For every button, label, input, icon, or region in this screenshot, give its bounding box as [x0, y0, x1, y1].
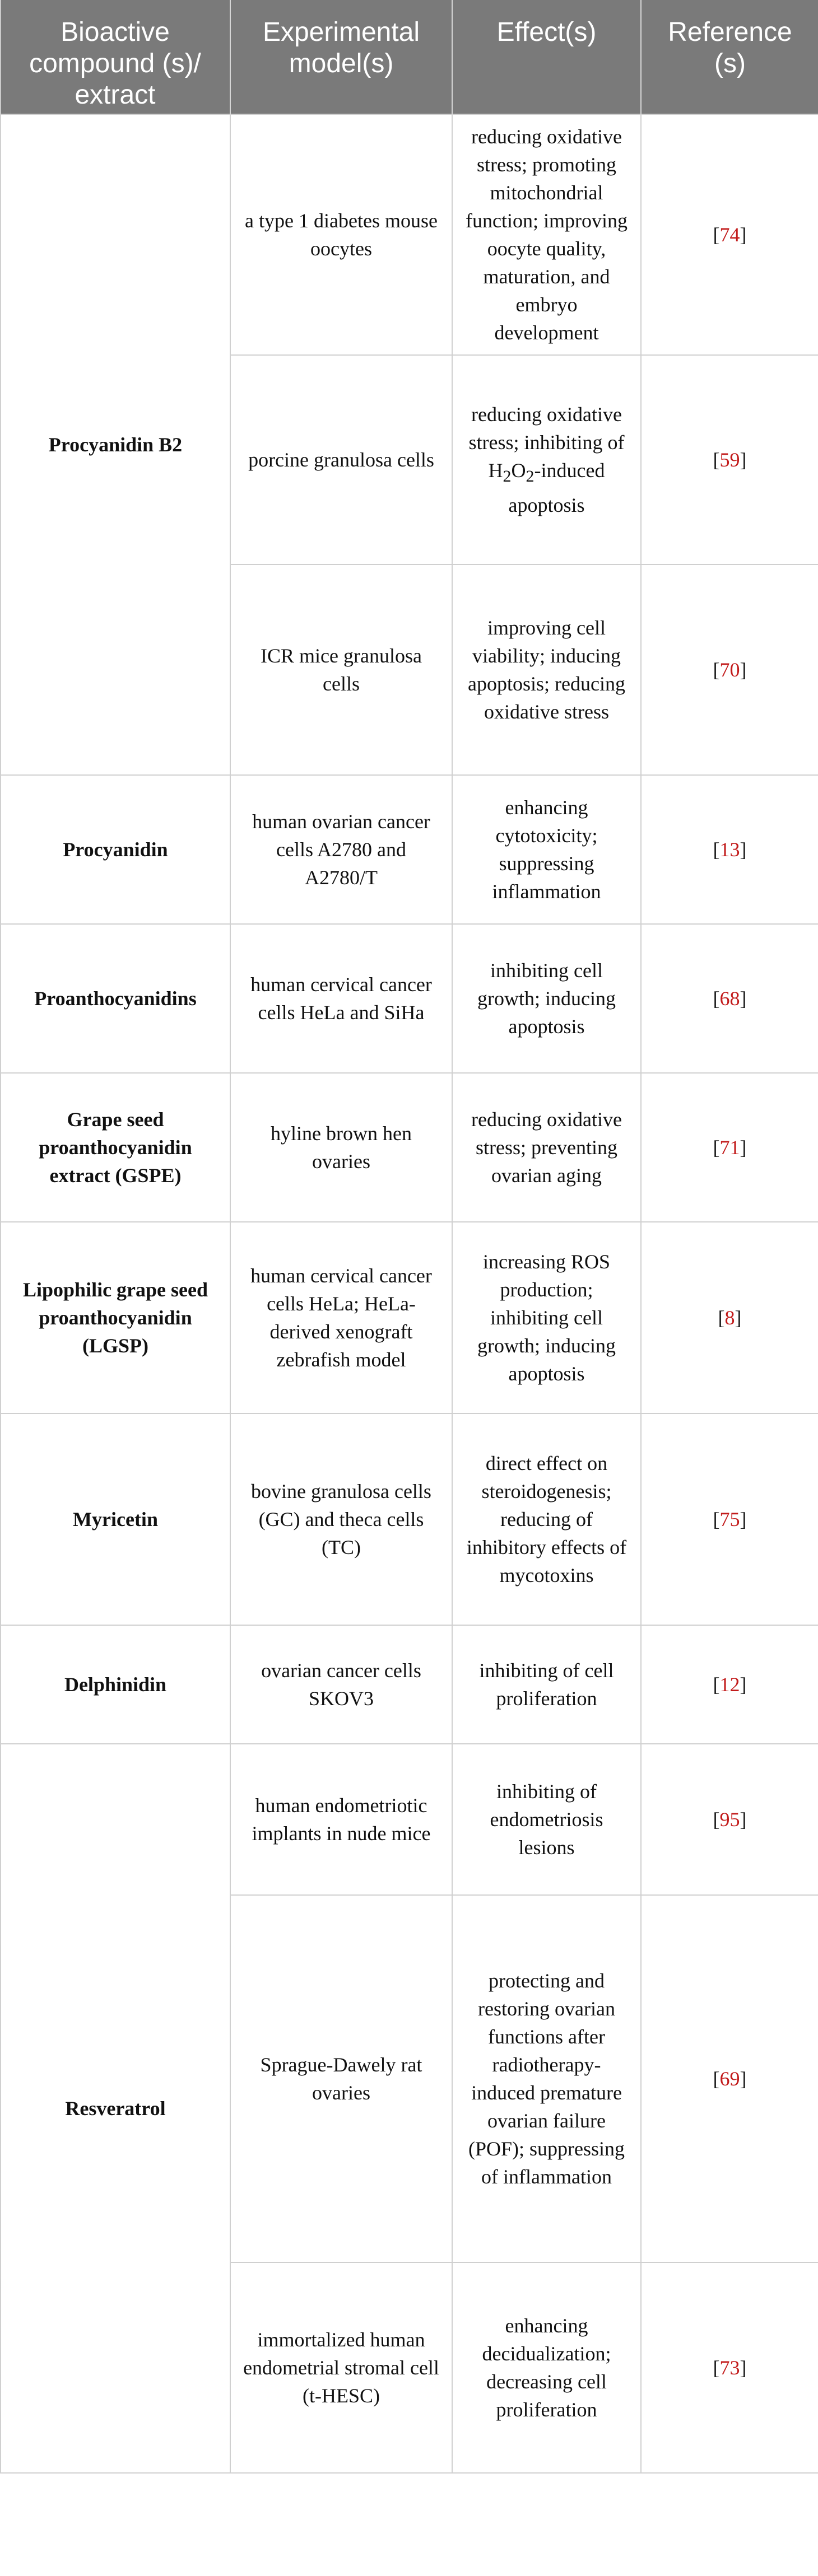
- table-row: [1, 1625, 818, 1744]
- compound-cell: Procyanidin: [1, 775, 230, 924]
- reference-cell: [12]: [641, 1625, 818, 1744]
- model-cell: Sprague-Dawely rat ovaries: [230, 1895, 452, 2262]
- reference-link[interactable]: 70: [719, 659, 740, 681]
- effect-cell: direct effect on steroidogenesis; reducing of inhibitory effects of mycotoxins: [452, 1413, 641, 1625]
- effect-cell: protecting and restoring ovarian functions after radiotherapy-induced premature ovarian failure (POF); suppressing of inflammation: [452, 1895, 641, 2262]
- table-row: [1, 1222, 818, 1413]
- effect-cell: enhancing cytotoxicity; suppressing inflammation: [452, 775, 641, 924]
- reference-cell: [68]: [641, 924, 818, 1073]
- reference-link[interactable]: 69: [719, 2068, 740, 2090]
- effect-cell: inhibiting cell growth; inducing apoptosis: [452, 924, 641, 1073]
- reference-cell: [70]: [641, 564, 818, 775]
- reference-link[interactable]: 68: [719, 987, 740, 1010]
- model-cell: human cervical cancer cells HeLa and SiHa: [230, 924, 452, 1073]
- effect-cell: reducing oxidative stress; inhibiting of $H_2O_2$-induced apoptosis: [452, 355, 641, 564]
- reference-link[interactable]: 59: [719, 449, 740, 471]
- table-row: [1, 1073, 818, 1222]
- table-row: [1, 924, 818, 1073]
- table-row: [1, 775, 818, 924]
- table-row: [1, 1413, 818, 1625]
- reference-cell: [13]: [641, 775, 818, 924]
- reference-cell: [74]: [641, 114, 818, 355]
- reference-link[interactable]: 13: [719, 838, 740, 861]
- reference-link[interactable]: 8: [724, 1306, 735, 1329]
- reference-link[interactable]: 74: [719, 223, 740, 246]
- model-cell: hyline brown hen ovaries: [230, 1073, 452, 1222]
- reference-link[interactable]: 71: [719, 1136, 740, 1159]
- model-cell: ICR mice granulosa cells: [230, 564, 452, 775]
- table-row: [1, 1744, 818, 1895]
- header-row: [1, 0, 818, 114]
- reference-link[interactable]: 12: [719, 1673, 740, 1696]
- reference-cell: [95]: [641, 1744, 818, 1895]
- compound-cell: Delphinidin: [1, 1625, 230, 1744]
- effect-cell: increasing ROS production; inhibiting cell growth; inducing apoptosis: [452, 1222, 641, 1413]
- table-row: [1, 114, 818, 355]
- compound-cell: Lipophilic grape seed proanthocyanidin (LGSP): [1, 1222, 230, 1413]
- effect-cell: inhibiting of endometriosis lesions: [452, 1744, 641, 1895]
- model-cell: bovine granulosa cells (GC) and theca cells (TC): [230, 1413, 452, 1625]
- effect-cell: enhancing decidualization; decreasing cell proliferation: [452, 2262, 641, 2473]
- reference-cell: [73]: [641, 2262, 818, 2473]
- model-cell: human cervical cancer cells HeLa; HeLa-derived xenograft zebrafish model: [230, 1222, 452, 1413]
- effect-cell: inhibiting of cell proliferation: [452, 1625, 641, 1744]
- model-cell: human ovarian cancer cells A2780 and A2780/T: [230, 775, 452, 924]
- effect-cell: reducing oxidative stress; preventing ovarian aging: [452, 1073, 641, 1222]
- header-model: Experimental model(s): [230, 0, 452, 114]
- compound-cell: Grape seed proanthocyanidin extract (GSPE): [1, 1073, 230, 1222]
- model-cell: human endometriotic implants in nude mice: [230, 1744, 452, 1895]
- model-cell: immortalized human endometrial stromal cell (t-HESC): [230, 2262, 452, 2473]
- reference-link[interactable]: 73: [719, 2356, 740, 2379]
- reference-cell: [8]: [641, 1222, 818, 1413]
- compound-cell: Proanthocyanidins: [1, 924, 230, 1073]
- effect-cell: reducing oxidative stress; promoting mitochondrial function; improving oocyte quality, maturation, and embryo development: [452, 114, 641, 355]
- reference-cell: [75]: [641, 1413, 818, 1625]
- model-cell: porcine granulosa cells: [230, 355, 452, 564]
- model-cell: ovarian cancer cells SKOV3: [230, 1625, 452, 1744]
- header-effect: Effect(s): [452, 0, 641, 114]
- reference-link[interactable]: 75: [719, 1508, 740, 1530]
- effect-cell: improving cell viability; inducing apoptosis; reducing oxidative stress: [452, 564, 641, 775]
- model-cell: a type 1 diabetes mouse oocytes: [230, 114, 452, 355]
- reference-cell: [69]: [641, 1895, 818, 2262]
- compound-cell: Myricetin: [1, 1413, 230, 1625]
- compound-cell: Resveratrol: [1, 1744, 230, 2473]
- reference-link[interactable]: 95: [719, 1808, 740, 1831]
- header-compound: Bioactive compound (s)/ extract: [1, 0, 230, 114]
- compound-cell: Procyanidin B2: [1, 114, 230, 775]
- header-reference: Reference (s): [641, 0, 818, 114]
- reference-cell: [71]: [641, 1073, 818, 1222]
- reference-cell: [59]: [641, 355, 818, 564]
